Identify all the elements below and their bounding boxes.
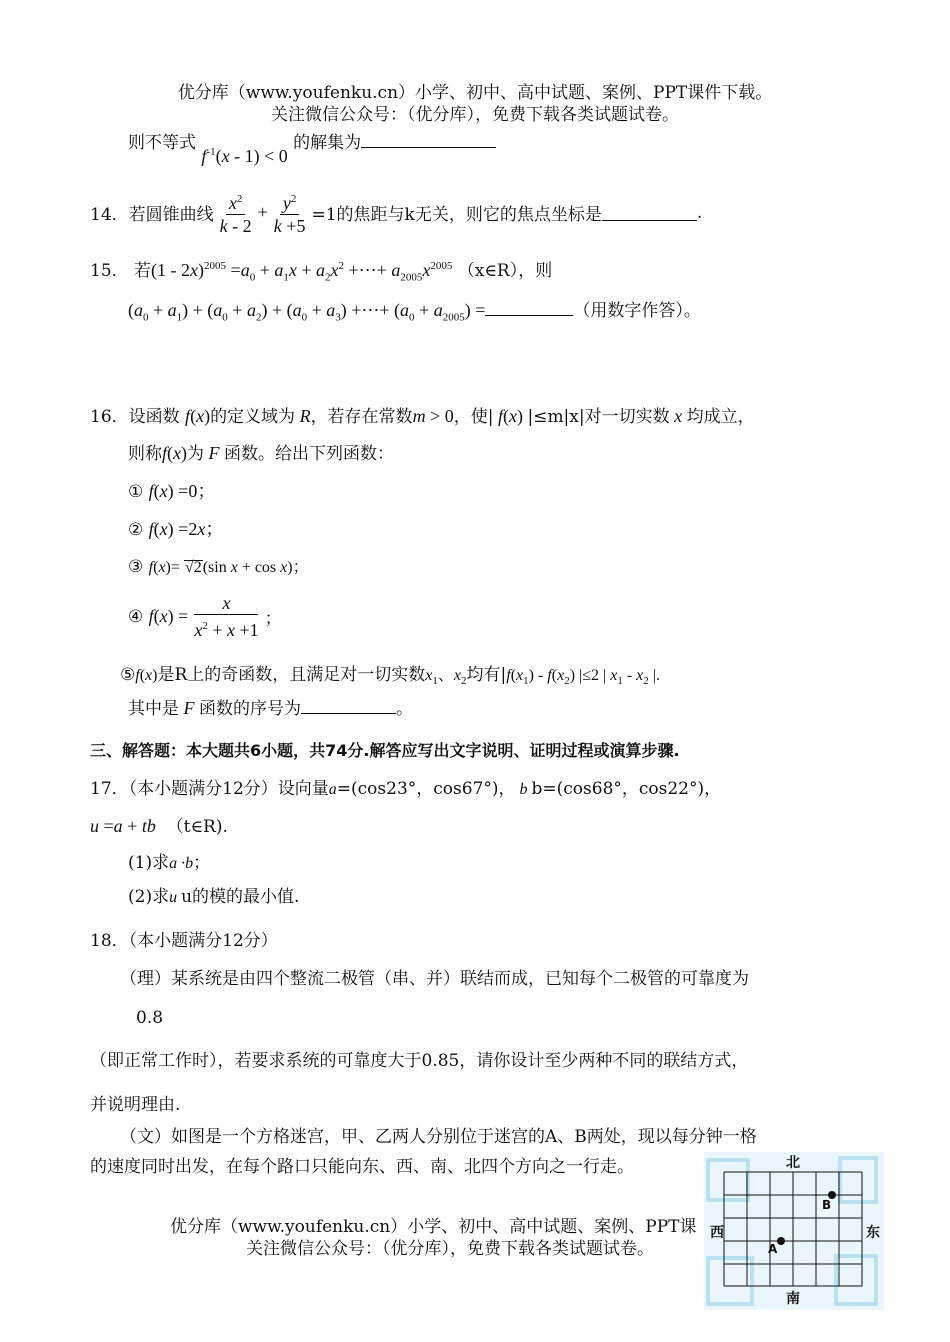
q15-text-a: 若 bbox=[134, 261, 152, 281]
q14-number: 14． bbox=[90, 205, 129, 225]
q15-answer-hint: （用数字作答）。 bbox=[573, 301, 701, 321]
q16-last-a: 其中是 bbox=[128, 699, 179, 719]
q13-answer-blank bbox=[361, 131, 496, 148]
q13-prefix: 则不等式 bbox=[128, 133, 196, 153]
q16-item-2: ② f(x) =2x； bbox=[128, 519, 224, 540]
q15-number: 15． bbox=[90, 261, 129, 281]
q13-suffix: 的解集为 bbox=[293, 133, 362, 153]
q16-text-2a: 则称 bbox=[128, 444, 162, 464]
q14-end: . bbox=[696, 202, 703, 223]
q14-fraction-1: $\frac{x^2}{k - 2}$ bbox=[217, 188, 255, 237]
q14-text-a: 若圆锥曲线 bbox=[128, 205, 214, 225]
q18-score: （本小题满分12分） bbox=[128, 931, 278, 951]
q16-text-1d: ，使| bbox=[453, 407, 494, 427]
q18-line1 bbox=[90, 926, 278, 951]
q16-item-1: ① f(x) =0； bbox=[128, 481, 216, 502]
maze-watermark bbox=[708, 1158, 876, 1304]
q14: 14． 若圆锥曲线 $\frac{x^2}{k - 2}$ + $\frac{y^2}{k +5}$ =1的焦距与k无关，则它的焦点坐标是 . bbox=[90, 188, 702, 237]
q13-tail bbox=[128, 128, 496, 166]
q16-text-1c: ，若存在常数 bbox=[310, 407, 413, 427]
maze-label-a: A bbox=[768, 1242, 778, 1256]
q15-condition: （x∈R），则 bbox=[457, 261, 553, 281]
q18-wen-1: （文）如图是一个方格迷宫，甲、乙两人分别位于迷宫的A、B两处，现以每分钟一格 bbox=[120, 1127, 757, 1147]
q16-text-1e: |≤m|x|对一切实数 bbox=[527, 407, 670, 427]
q17-vec-a: =(cos23°，cos67°)， bbox=[336, 779, 516, 799]
q16-last: 其中是 F 函数的序号为 。 bbox=[128, 698, 413, 719]
q15-line1 bbox=[90, 256, 552, 284]
q17-line1: 17．（本小题满分12分）设向量a=(cos23°，cos67°)， b b=(cos68°，cos22°)， bbox=[90, 779, 722, 799]
header-line2: 关注微信公众号：（优分库），免费下载各类试题试卷。 bbox=[271, 105, 679, 125]
maze-label-b: B bbox=[822, 1198, 832, 1212]
q16-text-2b: 为 bbox=[187, 444, 205, 464]
q16-number: 16． bbox=[90, 407, 129, 427]
maze-point-a bbox=[777, 1237, 785, 1245]
q16-item5-text-b: 均有| bbox=[466, 665, 507, 685]
q18-li-3: （即正常工作时），若要求系统的可靠度大于0.85，请你设计至少两种不同的联结方式， bbox=[90, 1051, 749, 1071]
q17-part2: (2)求u u的模的最小值. bbox=[128, 887, 300, 907]
q16-item-5: ⑤f(x)是R上的奇函数，且满足对一切实数$x_1$、$x_2$均有$|f(x_1) - f(x_2)$ |≤2 | $x_1 - x_2$ |. bbox=[120, 665, 660, 688]
q16-answer-blank bbox=[301, 697, 396, 714]
q16-item-3: ③ f(x)= √2(sin x + cos x)； bbox=[128, 557, 309, 577]
q13-formula: $f^{-1}(x - 1) < 0$ bbox=[201, 146, 288, 166]
q16-item-4: ④ f(x) = $\frac{x}{x^2 + x +1}$ ； bbox=[128, 593, 282, 640]
q18-wen-2: 的速度同时出发，在每个路口只能向东、西、南、北四个方向之一行走。 bbox=[90, 1157, 634, 1177]
q17-t-domain: （t∈R). bbox=[166, 817, 228, 837]
q14-text-b: =1的焦距与k无关，则它的焦点坐标是 bbox=[311, 205, 602, 225]
maze-west-label: 西 bbox=[710, 1225, 724, 1241]
q15-line2 bbox=[128, 296, 701, 324]
q16-text-1f: 均成立， bbox=[686, 407, 755, 427]
q16-line2: 则称f(x)为 F 函数。给出下列函数： bbox=[128, 443, 395, 464]
q15-sum-expression: $(a_0 + a_1) + (a_0 + a_2) + (a_0 + a_3)$ +⋯+ $(a_0 + a_{2005})$ = bbox=[128, 300, 486, 324]
q17-line2: u =a + tb （t∈R). bbox=[90, 816, 228, 837]
q17-text: （本小题满分12分）设向量 bbox=[128, 779, 329, 799]
maze-south-label: 南 bbox=[786, 1291, 800, 1307]
q17-number: 17． bbox=[90, 779, 129, 799]
q14-fraction-2: $\frac{y^2}{k +5}$ bbox=[271, 188, 309, 237]
q15-answer-blank bbox=[485, 299, 573, 316]
q17-part1: (1)求a ·b； bbox=[128, 853, 211, 873]
q17-vec-b: b=(cos68°，cos22°)， bbox=[531, 779, 722, 799]
maze-figure bbox=[700, 1148, 886, 1312]
q16-item5-text-a: 是R上的奇函数，且满足对一切实数 bbox=[157, 665, 426, 685]
q18-li-4: 并说明理由. bbox=[90, 1095, 181, 1115]
section3-title: 三、解答题：本大题共6小题，共74分.解答应写出文字说明、证明过程或演算步骤. bbox=[90, 741, 680, 760]
q16-text-2c: 函数。给出下列函数： bbox=[224, 444, 395, 464]
q16-text-1b: 的定义域为 bbox=[210, 407, 296, 427]
footer-line1: 优分库（www.youfenku.cn）小学、初中、高中试题、案例、PPT课 bbox=[170, 1217, 697, 1237]
q14-answer-blank bbox=[602, 204, 697, 221]
q15-expansion: $(1 - 2x)^{2005} =a_0 + a_1x + a_2x^2$ +⋯+ $a_{2005}x^{2005}$ bbox=[151, 260, 453, 284]
q18-number: 18． bbox=[90, 931, 129, 951]
q16-item4-fraction: $\frac{x}{x^2 + x +1}$ bbox=[194, 593, 259, 640]
q16-text-1a: 设函数 bbox=[128, 407, 180, 427]
q18-li-2: 0.8 bbox=[136, 1008, 164, 1028]
header-line1: 优分库（www.youfenku.cn）小学、初中、高中试题、案例、PPT课件下载。 bbox=[177, 83, 773, 103]
q16-line1: 16．设函数 f(x)的定义域为 R，若存在常数m > 0，使| f(x) |≤m|x|对一切实数 x 均成立， bbox=[90, 406, 755, 427]
maze-east-label: 东 bbox=[866, 1225, 880, 1241]
maze-north-label: 北 bbox=[786, 1155, 800, 1171]
footer-line2: 关注微信公众号：（优分库），免费下载各类试题试卷。 bbox=[246, 1239, 654, 1259]
q18-li-1: （理）某系统是由四个整流二极管（串、并）联结而成，已知每个二极管的可靠度为 bbox=[120, 969, 749, 989]
q16-last-b: 函数的序号为 bbox=[199, 699, 301, 719]
